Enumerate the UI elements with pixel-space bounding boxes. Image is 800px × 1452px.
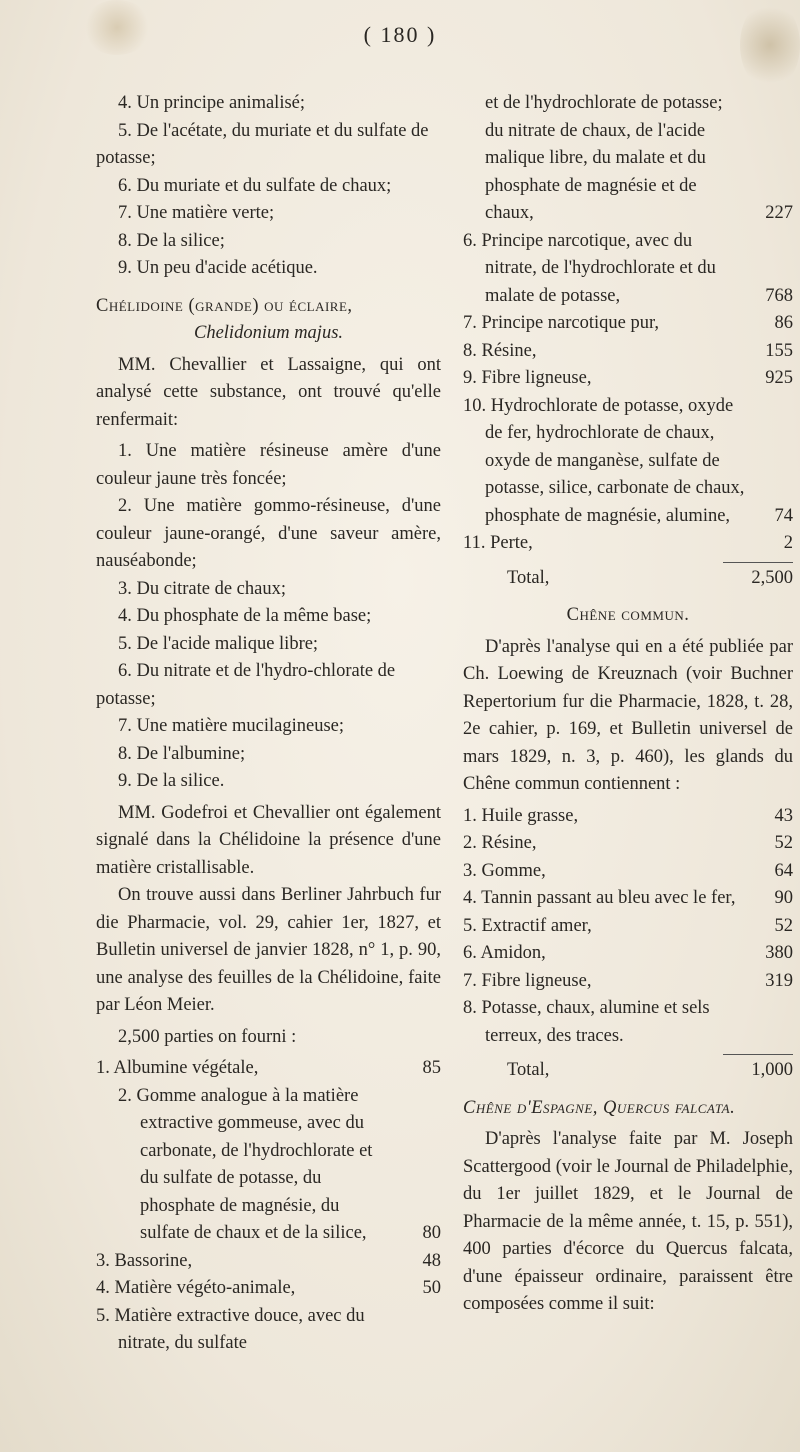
table-row [463,968,793,996]
table-row-value: 2 [783,533,793,553]
list-item: 8. De l'albumine; [118,743,246,764]
table-row [96,1303,441,1358]
section-heading-latin: Chelidonium majus. [193,323,344,343]
paragraph: D'après l'analyse qui en a été publiée par Ch. Loewing de Kreuznach (voir Buchner Repertorium fur die Pharmacie, 1828, t. 28, 2e cahier, p. 169, et Bulletin universel de mars 1829, n. 3, p. 460), les glands du Chêne commun contiennent : [463,636,793,794]
table-row-label: 3. Bassorine, [96,1250,193,1271]
total-value: 2,500 [751,567,793,588]
table-row-value: 80 [422,1223,441,1243]
sum-rule [723,562,793,563]
table-row-value: 64 [774,860,793,881]
total-value: 1,000 [751,1060,793,1080]
table-row-label: 2. Résine, [463,833,537,853]
table-row-value: 380 [765,943,793,963]
table-row [463,913,793,941]
table-row-label: et de l'hydrochlorate de potasse; du nitrate de chaux, de l'acide malique libre, du malate et du phosphate de magnésie et de chaux, [485,93,723,223]
table-row-label: 1. Huile grasse, [463,805,579,826]
table-row-label: 2. Gomme analogue à la matière extractive gommeuse, avec du carbonate, de l'hydrochlorate et du sulfate de potasse, du phosphate de magnésie, du sulfate de chaux et de la silice, [118,1085,373,1243]
paragraph: D'après l'analyse faite par M. Joseph Scattergood (voir le Journal de Philadelphie, du 1er juillet 1829, et le Journal de Pharmacie de la même année, t. 15, p. 551), 400 parties d'écorce du Quercus falcata, d'une épaisseur ordinaire, paraissent être composées comme il suit: [463,1129,793,1314]
table-row-label: 7. Principe narcotique pur, [463,313,660,333]
table-row [96,1055,441,1083]
table-row [96,1275,441,1303]
section-heading: Chélidoine (grande) ou éclaire, [96,295,353,316]
table-row-value: 925 [765,368,793,388]
list-item: 5. De l'acétate, du muriate et du sulfate de potasse; [96,120,429,168]
table-row [463,310,793,338]
table-row-value: 90 [774,888,793,908]
table-row [463,803,793,831]
table-row-label: 8. Potasse, chaux, alumine et sels terreux, des traces. [463,998,710,1046]
table-row-label: 9. Fibre ligneuse, [463,368,592,388]
table-row [463,393,793,531]
table-row-label: 7. Fibre ligneuse, [463,970,592,991]
table-row-label: 5. Matière extractive douce, avec du nitrate, du sulfate [96,1305,365,1353]
list-item: 9. De la silice. [118,771,225,791]
section-heading: Chêne d'Espagne, Quercus falcata. [463,1097,736,1118]
table-row [463,940,793,968]
table-row-label: 6. Amidon, [463,943,546,963]
table-row [463,885,793,913]
table-row-label: 11. Perte, [463,533,533,553]
table-row [463,530,793,558]
table-row-label: 10. Hydrochlorate de potasse, oxyde de fer, hydrochlorate de chaux, oxyde de manganèse, sulfate de potasse, silice, carbonate de chaux, phosphate de magnésie, alumine, [463,395,745,526]
paragraph: MM. Chevallier et Lassaigne, qui ont analysé cette substance, ont trouvé qu'elle renfermait: [96,354,441,430]
table-row-value: 319 [765,970,793,991]
table-row-label: 1. Albumine végétale, [96,1058,259,1078]
table-row-label: 3. Gomme, [463,860,546,881]
table-row-label: 4. Matière végéto-animale, [96,1278,296,1298]
total-label: Total, [507,1060,550,1080]
paragraph: On trouve aussi dans Berliner Jahrbuch fur die Pharmacie, vol. 29, cahier 1er, 1827, et Bulletin universel de janvier 1828, n° 1, p. 90, une analyse des feuilles de la Chélidoine, faite par Léon Meier. [96,885,441,1015]
table-row-value: 50 [422,1278,441,1298]
table-row [96,1248,441,1276]
list-item: 2. Une matière gommo-résineuse, d'une couleur jaune-orangé, d'une saveur amère, nauséabonde; [96,496,441,571]
table-row [463,830,793,858]
table-row-value: 48 [422,1250,441,1271]
list-item: 7. Une matière verte; [118,203,275,223]
section-heading: Chêne commun. [566,605,690,625]
sum-rule [723,1054,793,1055]
table-row-label: 8. Résine, [463,340,537,361]
table-row-value: 43 [774,805,793,826]
table-row-value: 85 [422,1058,441,1078]
right-column [463,90,793,1319]
list-item: 5. De l'acide malique libre; [118,633,319,654]
table-row-label: 6. Principe narcotique, avec du nitrate, de l'hydrochlorate et du malate de potasse, [463,230,716,306]
table-row [463,90,793,228]
table-row [463,365,793,393]
left-column [96,90,441,1358]
table-row-value: 155 [765,340,793,361]
table-row [463,228,793,311]
table-row [463,338,793,366]
table-row-value: 86 [774,313,793,333]
table-row-value: 52 [774,833,793,853]
table-row-value: 74 [774,505,793,526]
table-row-value: 768 [765,285,793,306]
table-row-value: 52 [774,915,793,936]
list-item: 7. Une matière mucilagineuse; [118,716,345,736]
list-item: 9. Un peu d'acide acétique. [118,258,318,278]
paragraph: MM. Godefroi et Chevallier ont également signalé dans la Chélidoine la présence d'une matière cristallisable. [96,802,441,878]
table-row-label: 4. Tannin passant au bleu avec le fer, [463,888,736,908]
table-row-value: 227 [765,203,793,223]
list-item: 1. Une matière résineuse amère d'une couleur jaune très foncée; [96,441,441,489]
table-row-label: 5. Extractif amer, [463,915,592,936]
table-row [463,995,793,1050]
page-number: ( 180 ) [363,22,437,47]
total-row [463,565,793,593]
list-item: 3. Du citrate de chaux; [118,578,286,599]
list-item: 4. Un principe animalisé; [118,93,306,113]
list-item: 6. Du nitrate et de l'hydro-chlorate de potasse; [96,661,396,709]
paragraph: 2,500 parties on fourni : [118,1026,297,1047]
list-item: 6. Du muriate et du sulfate de chaux; [118,175,392,196]
list-item: 8. De la silice; [118,230,225,251]
list-item: 4. Du phosphate de la même base; [118,606,372,626]
total-row [463,1057,793,1085]
table-row [96,1083,441,1248]
table-row [463,858,793,886]
total-label: Total, [507,567,550,588]
